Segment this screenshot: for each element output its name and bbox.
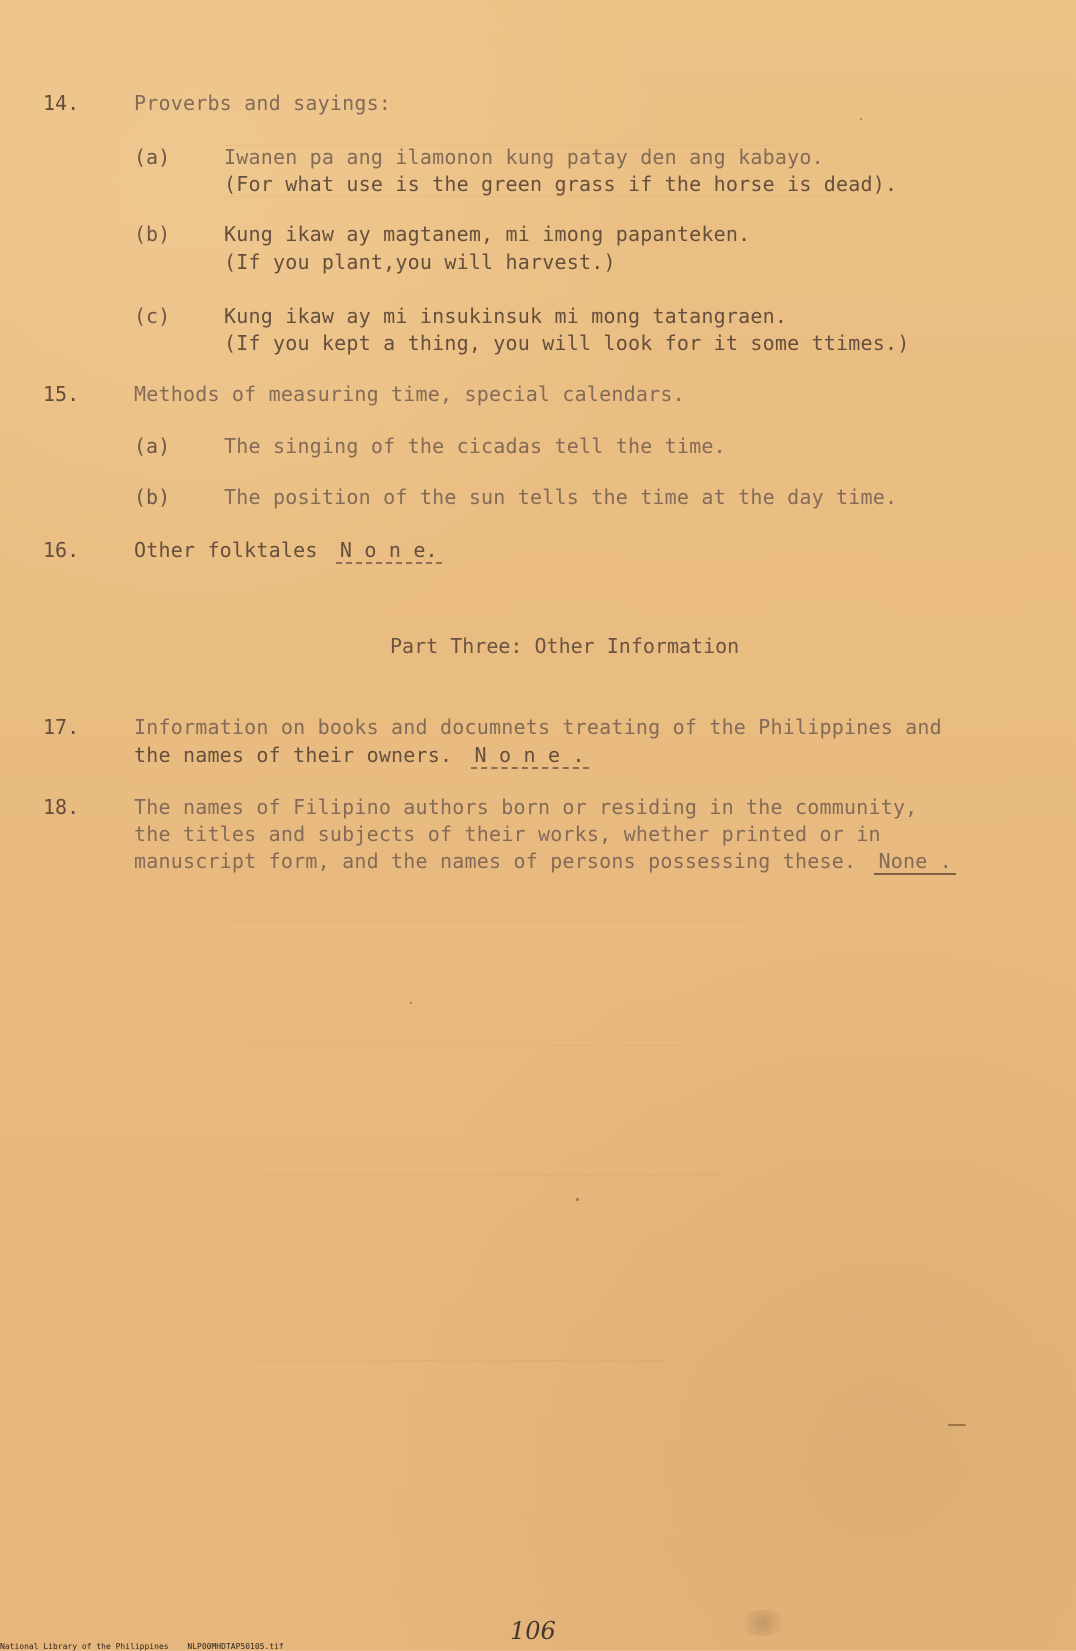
item-14-c-line-2: (If you kept a thing, you will look for it some ttimes.): [224, 331, 910, 355]
item-18-number: 18.: [43, 795, 80, 819]
ink-speck: [860, 118, 862, 120]
item-16-number: 16.: [43, 538, 80, 562]
paper-texture-line: [250, 1045, 680, 1046]
item-14-b-line-2: (If you plant,you will harvest.): [224, 250, 616, 274]
item-17-value: N o n e .: [471, 743, 589, 769]
ink-speck: [576, 1198, 579, 1201]
item-15-b-label: (b): [134, 485, 171, 509]
item-18-line-3-prefix: manuscript form, and the names of persons possessing these.: [134, 849, 857, 873]
item-15-number: 15.: [43, 382, 80, 406]
paper-smudge: [737, 1610, 789, 1636]
section-title: Part Three: Other Information: [390, 634, 740, 658]
item-17-line-2-prefix: the names of their owners.: [134, 743, 453, 767]
item-18-value: None .: [874, 849, 955, 875]
paper-texture-line: [222, 196, 832, 197]
ink-speck: [410, 1002, 412, 1004]
item-16-row: [134, 538, 442, 564]
item-14-b-line-1: Kung ikaw ay magtanem, mi imong papanteken.: [224, 222, 751, 246]
item-14-heading: Proverbs and sayings:: [134, 91, 392, 115]
item-14-c-line-1: Kung ikaw ay mi insukinsuk mi mong tatangraen.: [224, 304, 788, 328]
item-18-line-3: [134, 849, 956, 875]
archive-footer-right: NLP00MHDTAP50105.tif: [187, 1642, 284, 1651]
item-14-a-line-1: Iwanen pa ang ilamonon kung patay den ang kabayo.: [224, 145, 824, 169]
paper-texture-line: [260, 1175, 720, 1176]
item-18-line-2: the titles and subjects of their works, whether printed or in: [134, 822, 881, 846]
page-number-handwritten: 106: [510, 1617, 556, 1645]
item-15-heading: Methods of measuring time, special calendars.: [134, 382, 685, 406]
archive-footer-left: National Library of the Philippines: [0, 1642, 169, 1651]
item-16-value: N o n e.: [336, 538, 442, 564]
item-14-a-label: (a): [134, 145, 171, 169]
item-17-line-1: Information on books and documnets treating of the Philippines and: [134, 715, 942, 739]
item-18-line-1: The names of Filipino authors born or residing in the community,: [134, 795, 918, 819]
item-14-b-label: (b): [134, 222, 171, 246]
item-14-number: 14.: [43, 91, 80, 115]
item-15-a-label: (a): [134, 434, 171, 458]
item-14-a-line-2: (For what use is the green grass if the horse is dead).: [224, 172, 898, 196]
item-14-c-label: (c): [134, 304, 171, 328]
paper-texture-line: [250, 1360, 670, 1361]
item-16-label: Other folktales: [134, 538, 318, 562]
item-15-a-text: The singing of the cicadas tell the time.: [224, 434, 726, 458]
item-17-number: 17.: [43, 715, 80, 739]
item-17-line-2: [134, 743, 589, 769]
ink-speck: [948, 1424, 966, 1426]
paper-texture-line: [230, 920, 750, 921]
item-15-b-text: The position of the sun tells the time at the day time.: [224, 485, 898, 509]
